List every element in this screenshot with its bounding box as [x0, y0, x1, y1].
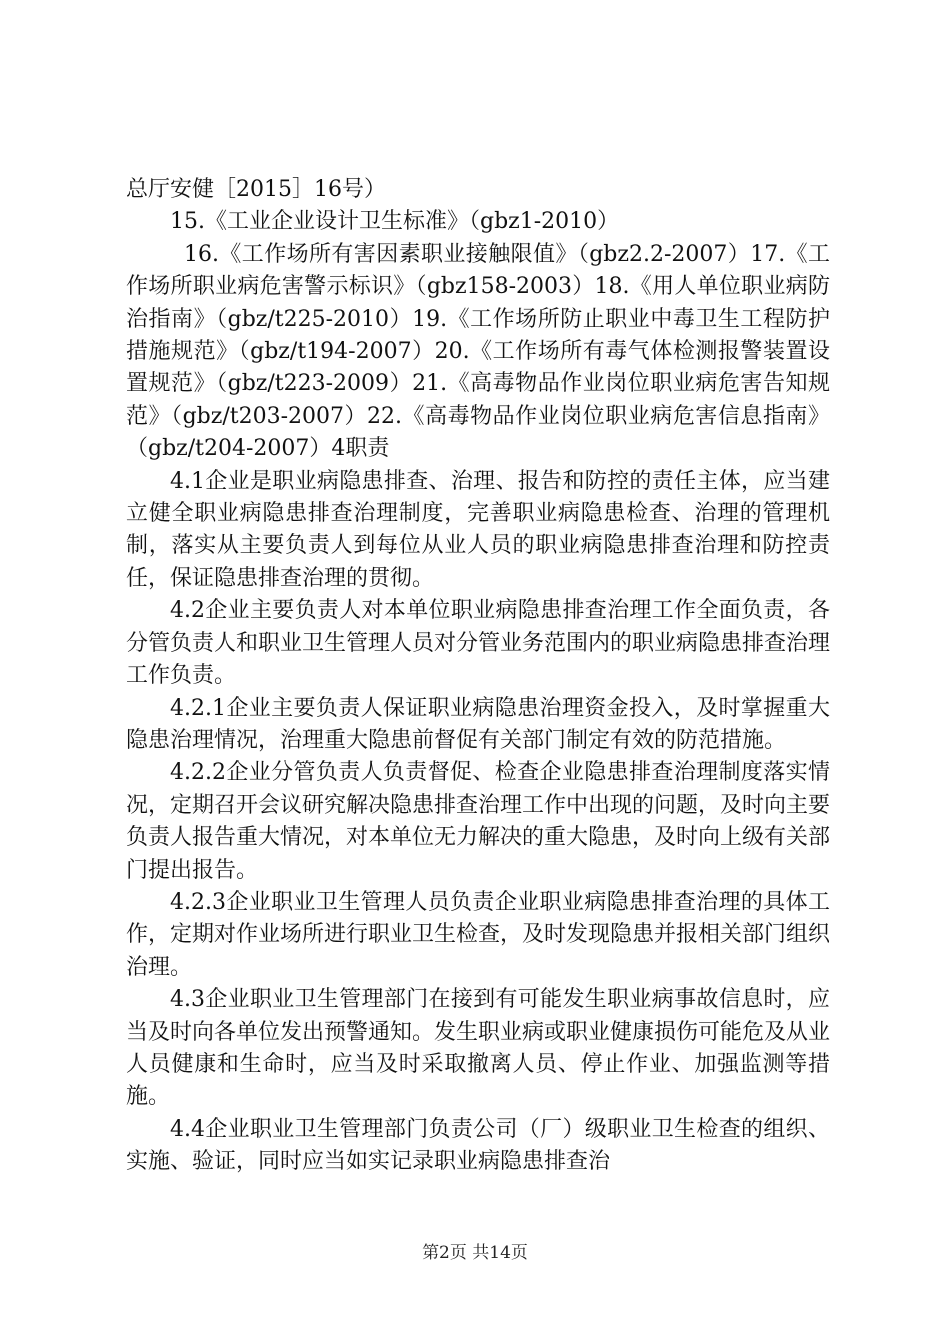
paragraph-4-2-2: 4.2.2企业分管负责人负责督促、检查企业隐患排查治理制度落实情况，定期召开会议研究解决隐患排查治理工作中出现的问题，及时向主要负责人报告重大情况，对本单位无力解决的重大隐患，及时向上级有关部门提出报告。	[126, 760, 831, 883]
paragraph-4-1: 4.1企业是职业病隐患排查、治理、报告和防控的责任主体，应当建立健全职业病隐患排查治理制度，完善职业病隐患检查、治理的管理机制，落实从主要负责人到每位从业人员的职业病隐患排查治理和防控责任，保证隐患排查治理的贯彻。	[126, 468, 830, 591]
page-footer	[0, 1242, 950, 1264]
paragraph-4-2-3: 4.2.3企业职业卫生管理人员负责企业职业病隐患排查治理的具体工作，定期对作业场所进行职业卫生检查，及时发现隐患并报相关部门组织治理。	[126, 889, 831, 980]
paragraph-continuation: 总厅安健［2015］16号）	[126, 177, 386, 202]
paragraph-4-2: 4.2企业主要负责人对本单位职业病隐患排查治理工作全面负责，各分管负责人和职业卫生管理人员对分管业务范围内的职业病隐患排查治理工作负责。	[126, 598, 831, 689]
page-number: 第2页 共14页	[422, 1243, 528, 1263]
paragraph-4-3: 4.3企业职业卫生管理部门在接到有可能发生职业病事故信息时，应当及时向各单位发出预警通知。发生职业病或职业健康损伤可能危及从业人员健康和生命时，应当及时采取撤离人员、停止作业、加强监测等措施。	[126, 987, 831, 1110]
paragraph-standard-15: 15.《工业企业设计卫生标准》（gbz1-2010）	[170, 209, 620, 235]
paragraph-4-2-1: 4.2.1企业主要负责人保证职业病隐患治理资金投入，及时掌握重大隐患治理情况，治理重大隐患前督促有关部门制定有效的防范措施。	[126, 695, 830, 753]
document-body	[126, 174, 830, 1179]
paragraph-standards-list: 16.《工作场所有害因素职业接触限值》（gbz2.2-2007）17.《工作场所职业病危害警示标识》（gbz158-2003）18.《用人单位职业病防治指南》（gbz/t225-2010）19.《工作场所防止职业中毒卫生工程防护措施规范》（gbz/t194-2007）20.《工作场所有毒气体检测报警装置设置规范》（gbz/t223-2009）21.《高毒物品作业岗位职业病危害告知规范》（gbz/t203-2007）22.《高毒物品作业岗位职业病危害信息指南》（gbz/t204-2007）4职责	[126, 241, 830, 462]
paragraph-4-4: 4.4企业职业卫生管理部门负责公司（厂）级职业卫生检查的组织、实施、验证，同时应当如实记录职业病隐患排查治	[126, 1116, 830, 1175]
